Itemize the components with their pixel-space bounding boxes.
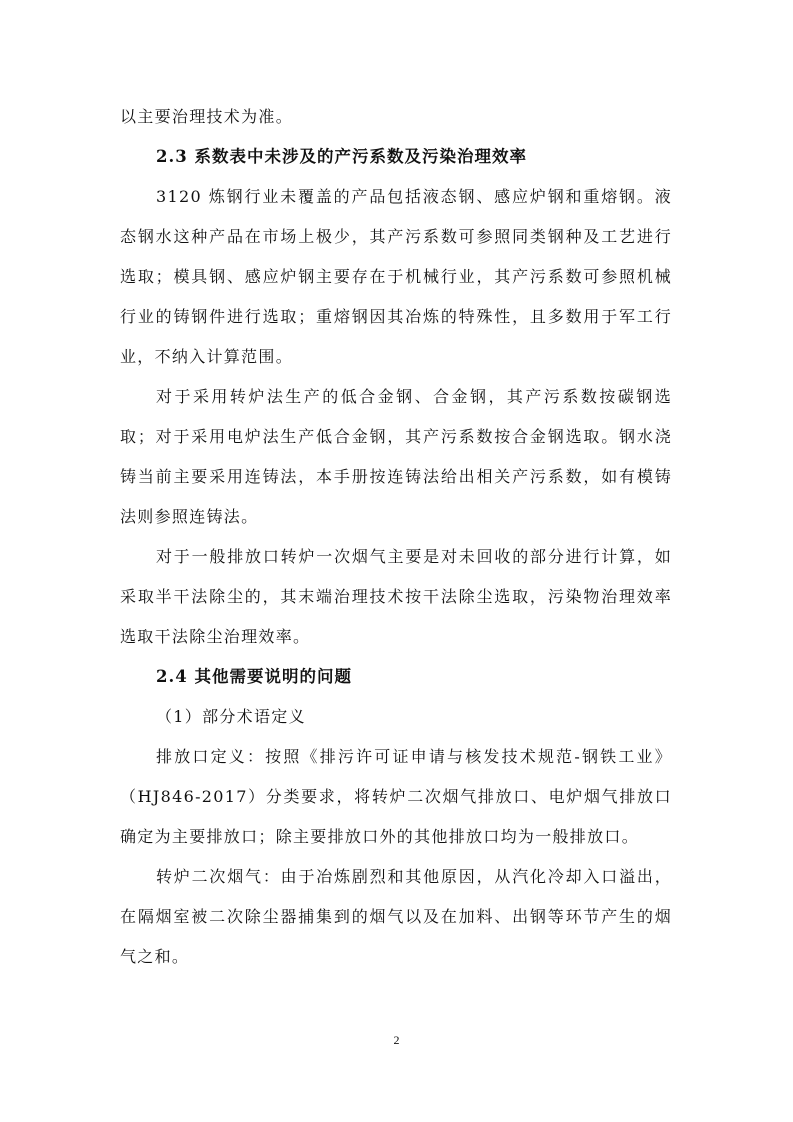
body-paragraph: 排放口定义：按照《排污许可证申请与核发技术规范-钢铁工业》（HJ846-2017）分类要求，将转炉二次烟气排放口、电炉烟气排放口确定为主要排放口；除主要排放口外的其他排放口均为一般排放口。 bbox=[120, 747, 672, 846]
continuation-paragraph: 以主要治理技术为准。 bbox=[120, 107, 294, 126]
page-number: 2 bbox=[393, 1033, 400, 1047]
page-body bbox=[120, 97, 672, 977]
section-heading-2-3: 2.3 系数表中未涉及的产污系数及污染治理效率 bbox=[156, 147, 527, 166]
body-paragraph: 3120 炼钢行业未覆盖的产品包括液态钢、感应炉钢和重熔钢。液态钢水这种产品在市场上极少，其产污系数可参照同类钢种及工艺进行选取；模具钢、感应炉钢主要存在于机械行业，其产污系数可参照机械行业的铸钢件进行选取；重熔钢因其冶炼的特殊性，且多数用于军工行业，不纳入计算范围。 bbox=[120, 187, 672, 366]
section-heading-2-4: 2.4 其他需要说明的问题 bbox=[156, 667, 352, 686]
body-paragraph: 对于一般排放口转炉一次烟气主要是对未回收的部分进行计算，如采取半干法除尘的，其末端治理技术按干法除尘选取，污染物治理效率选取干法除尘治理效率。 bbox=[120, 547, 672, 646]
list-item-heading: （1）部分术语定义 bbox=[156, 707, 306, 726]
body-paragraph: 转炉二次烟气：由于冶炼剧烈和其他原因，从汽化冷却入口溢出，在隔烟室被二次除尘器捕集到的烟气以及在加料、出钢等环节产生的烟气之和。 bbox=[120, 867, 672, 966]
body-paragraph: 对于采用转炉法生产的低合金钢、合金钢，其产污系数按碳钢选取；对于采用电炉法生产低合金钢，其产污系数按合金钢选取。钢水浇铸当前主要采用连铸法，本手册按连铸法给出相关产污系数，如有模铸法则参照连铸法。 bbox=[120, 387, 672, 526]
